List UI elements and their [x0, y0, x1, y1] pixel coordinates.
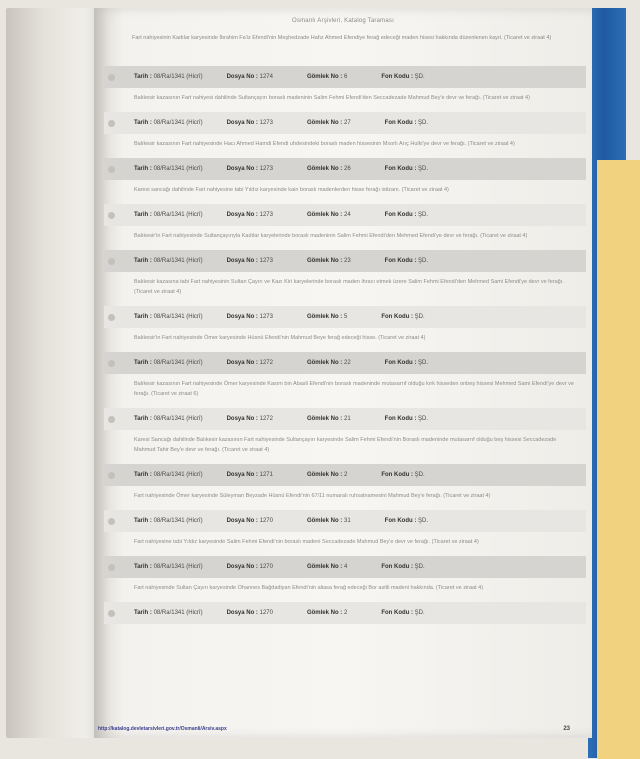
date-value: 08/Ra/1341 (Hicrî): [153, 166, 203, 172]
binder-hole: [108, 258, 115, 265]
binder-hole: [108, 564, 115, 571]
folder-label: Dosya No :: [226, 314, 258, 320]
fund-value: ŞD.: [414, 472, 425, 478]
record-description: Balıkesir'in Fart nahiyesinde Sultançayırıyla Kadılar karyelerinde boraslı madeninin Salim Fehmi Efendi'den Mehmed Efendi'ye devr ve ferağı. (Ticaret ve ziraat 4): [134, 233, 528, 239]
folder-value: 1270: [259, 610, 273, 616]
record-item: [104, 602, 586, 638]
shirt-label: Gömlek No :: [306, 472, 343, 478]
shirt-value: 31: [343, 518, 351, 524]
date-value: 08/Ra/1341 (Hicrî): [153, 74, 203, 80]
fund-value: ŞD.: [418, 416, 429, 422]
intro-text: Fart nahiyesinin Kadılar karyesinde İbrahim Fa'iz Efendi'nin Meşhedzade Hafız Ahmed Efendiye ferağ edeceği maden hisesi hakkında düzenlenen kayıt. (Ticaret ve ziraat 4): [132, 35, 552, 41]
record-description: Fart nahiyesinde Sultan Çayırı karyesinde Ohannes Bağdadiyan Efendi'nin aliasa ferağ edeceği Bor asitli madeni hakkında. (Ticaret ve ziraat 4): [134, 585, 484, 591]
folder-value: 1273: [259, 212, 273, 218]
binder-hole: [108, 314, 115, 321]
date-label: Tarih :: [134, 416, 152, 422]
record-meta: [104, 306, 586, 328]
folder-label: Dosya No :: [226, 74, 258, 80]
page-header: Osmanlı Arşivleri, Katalog Taraması: [292, 18, 394, 24]
date-value: 08/Ra/1341 (Hicrî): [153, 564, 203, 570]
fund-value: ŞD.: [414, 314, 425, 320]
record-item: [104, 306, 586, 352]
date-label: Tarih :: [134, 472, 152, 478]
folder-value: 1273: [259, 258, 273, 264]
date-label: Tarih :: [134, 518, 152, 524]
binder-hole: [108, 518, 115, 525]
date-value: 08/Ra/1341 (Hicrî): [153, 212, 203, 218]
date-label: Tarih :: [134, 564, 152, 570]
record-description: Balıkesir kazasının Fart nahiyesinde Hacı Ahmed Hamdi Efendi uhdesindeki boraslı maden hissesinin Mısırlı Arıç Hulki'ye devr ve ferağı. (Ticaret ve ziraat 4): [134, 141, 515, 147]
shirt-value: 22: [343, 360, 351, 366]
record-item: [104, 158, 586, 204]
record-meta: [104, 464, 586, 486]
date-label: Tarih :: [134, 166, 152, 172]
shirt-label: Gömlek No :: [306, 212, 343, 218]
folder-value: 1271: [259, 472, 273, 478]
record-meta: [104, 602, 586, 624]
record-meta: [104, 158, 586, 180]
binder-hole: [108, 212, 115, 219]
record-description: [134, 624, 586, 638]
fund-value: ŞD.: [418, 166, 429, 172]
shirt-label: Gömlek No :: [306, 120, 343, 126]
document-page: [94, 8, 592, 738]
shirt-label: Gömlek No :: [306, 610, 343, 616]
folder-value: 1272: [259, 360, 273, 366]
fund-value: ŞD.: [418, 258, 429, 264]
shirt-value: 27: [343, 120, 351, 126]
record-item: [104, 204, 586, 250]
binder-hole: [108, 610, 115, 617]
date-value: 08/Ra/1341 (Hicrî): [153, 518, 203, 524]
footer-link[interactable]: http://katalog.devletarsivleri.gov.tr/Osmanli/Arsiv.aspx: [98, 726, 227, 732]
folder-label: Dosya No :: [226, 360, 258, 366]
fund-value: ŞD.: [418, 360, 429, 366]
record-description: Balıkesir kazasına tabi Fart nahiyesinin Sultan Çayırı ve Kazı Kiri karyelerinde boraslı maden ihracı etmek üzere Salim Fehmi Efendi'den Mehmed Sami Efendi'ye devr ve ferağı. (Ticaret ve ziraat 4): [134, 279, 564, 295]
date-label: Tarih :: [134, 258, 152, 264]
shirt-label: Gömlek No :: [306, 166, 343, 172]
fund-label: Fon Kodu :: [384, 166, 417, 172]
fund-value: ŞD.: [414, 564, 425, 570]
record-meta: [104, 204, 586, 226]
record-description: Balıkesir kazasının Fart nahiyesi dahilinde Sultançayırı boraslı madeninin Salim Fehmi Efendi'den Seccadezade Mahmud Bey'e devr ve ferağı. (Ticaret ve ziraat 4): [134, 95, 530, 101]
folder-value: 1273: [259, 166, 273, 172]
fund-label: Fon Kodu :: [384, 120, 417, 126]
date-value: 08/Ra/1341 (Hicrî): [153, 120, 203, 126]
shirt-label: Gömlek No :: [306, 360, 343, 366]
record-description: Karesi Sancağı dahilinde Balıkesir kazasının Fart nahiyesinde Sultançayırı karyesinde Salim Fehmi Efendi'nin Boraslı madeninde mutasarrıf olduğu beş hissesi Seccadezade Mahmud Tahir Bey'e devr ve ferağı. (Ticaret ve ziraat 4): [134, 437, 557, 453]
shirt-value: 21: [343, 416, 351, 422]
date-value: 08/Ra/1341 (Hicrî): [153, 314, 203, 320]
date-label: Tarih :: [134, 212, 152, 218]
record-item: [104, 352, 586, 408]
shirt-label: Gömlek No :: [306, 258, 343, 264]
folder-label: Dosya No :: [226, 564, 258, 570]
shirt-label: Gömlek No :: [306, 564, 343, 570]
fund-value: ŞD.: [418, 120, 429, 126]
record-meta: [104, 250, 586, 272]
record-meta: [104, 112, 586, 134]
binder-hole: [108, 166, 115, 173]
date-value: 08/Ra/1341 (Hicrî): [153, 610, 203, 616]
shirt-value: 4: [343, 564, 348, 570]
fund-label: Fon Kodu :: [381, 74, 413, 80]
shirt-value: 2: [343, 610, 348, 616]
fund-value: ŞD.: [414, 74, 425, 80]
record-description: Karesi sancağı dahilinde Fart nahiyesine tabi Yıldız karyesinde kain boraslı madenlerden hisse ferağı istizanı. (Ticaret ve ziraat 4): [134, 187, 449, 193]
folder-label: Dosya No :: [226, 472, 258, 478]
fund-value: ŞD.: [414, 610, 425, 616]
shirt-value: 24: [343, 212, 351, 218]
fund-label: Fon Kodu :: [381, 610, 413, 616]
fund-label: Fon Kodu :: [384, 360, 417, 366]
folder-value: 1273: [259, 120, 273, 126]
binder-hole: [108, 74, 115, 81]
record-meta: [104, 510, 586, 532]
date-value: 08/Ra/1341 (Hicrî): [153, 258, 203, 264]
fund-label: Fon Kodu :: [384, 518, 417, 524]
folder-value: 1272: [259, 416, 273, 422]
folder-label: Dosya No :: [226, 258, 258, 264]
folder-value: 1273: [259, 314, 273, 320]
binder-hole: [108, 472, 115, 479]
folder-label: Dosya No :: [226, 416, 258, 422]
folder-value: 1274: [259, 74, 273, 80]
date-value: 08/Ra/1341 (Hicrî): [153, 416, 203, 422]
record-description: Balıkesir kazasının Fart nahiyesinde Ömer karyesinde Kasım bin Abasli Efendi'nin boraslı madeninde mutasarrıf olduğu kırk hisseden onbeş hissesi Mehmed Sami Efendi'ye devr ve ferağı. (Ticaret ve ziraat 6): [134, 381, 574, 397]
binder-hole: [108, 360, 115, 367]
record-description: Fart nahiyesine tabi Yıldız karyesinde Salim Fehmi Efendi'nin boraslı madeni Seccadezade Mahmud Bey'e devr ve ferağı. (Ticaret ve ziraat 4): [134, 539, 479, 545]
record-item: [104, 66, 586, 112]
shirt-value: 5: [343, 314, 348, 320]
record-description: Fart nahiyesinde Ömer karyesinde Süleyman Beyzade Hüsnü Efendi'nin 67/11 numaralı ruhsatnamesini Mahmud Bey'e ferağı. (Ticaret ve ziraat 4): [134, 493, 491, 499]
record-meta: [104, 66, 586, 88]
yellow-folder: [597, 160, 640, 759]
record-item: [104, 556, 586, 602]
fund-value: ŞD.: [418, 518, 429, 524]
folder-label: Dosya No :: [226, 120, 258, 126]
record-meta: [104, 556, 586, 578]
shirt-value: 23: [343, 258, 351, 264]
date-value: 08/Ra/1341 (Hicrî): [153, 360, 203, 366]
shirt-label: Gömlek No :: [306, 416, 343, 422]
fund-value: ŞD.: [418, 212, 429, 218]
shirt-label: Gömlek No :: [306, 314, 343, 320]
page-number: 23: [563, 726, 570, 732]
folder-value: 1270: [259, 518, 273, 524]
folder-label: Dosya No :: [226, 518, 258, 524]
date-label: Tarih :: [134, 360, 152, 366]
date-label: Tarih :: [134, 314, 152, 320]
folder-label: Dosya No :: [226, 212, 258, 218]
shirt-value: 6: [343, 74, 348, 80]
fund-label: Fon Kodu :: [384, 258, 417, 264]
record-description: Balıkesir'in Fart nahiyesinde Ömer karyesinde Hüsnü Efendi'nin Mahmud Beye ferağ edeceği hisse. (Ticaret ve ziraat 4): [134, 335, 426, 341]
shirt-value: 26: [343, 166, 351, 172]
record-meta: [104, 352, 586, 374]
fund-label: Fon Kodu :: [381, 472, 413, 478]
folder-label: Dosya No :: [226, 610, 258, 616]
record-item: [104, 510, 586, 556]
record-item: [104, 464, 586, 510]
fund-label: Fon Kodu :: [381, 314, 413, 320]
shirt-label: Gömlek No :: [306, 74, 343, 80]
folder-label: Dosya No :: [226, 166, 258, 172]
date-value: 08/Ra/1341 (Hicrî): [153, 472, 203, 478]
fund-label: Fon Kodu :: [384, 212, 417, 218]
date-label: Tarih :: [134, 74, 152, 80]
shirt-value: 2: [343, 472, 348, 478]
binder-hole: [108, 416, 115, 423]
record-item: [104, 112, 586, 158]
record-item: [104, 408, 586, 464]
record-item: [104, 250, 586, 306]
binder-hole: [108, 120, 115, 127]
shirt-label: Gömlek No :: [306, 518, 343, 524]
record-list: [104, 66, 586, 638]
fund-label: Fon Kodu :: [381, 564, 413, 570]
fund-label: Fon Kodu :: [384, 416, 417, 422]
record-meta: [104, 408, 586, 430]
date-label: Tarih :: [134, 610, 152, 616]
folder-value: 1270: [259, 564, 273, 570]
date-label: Tarih :: [134, 120, 152, 126]
